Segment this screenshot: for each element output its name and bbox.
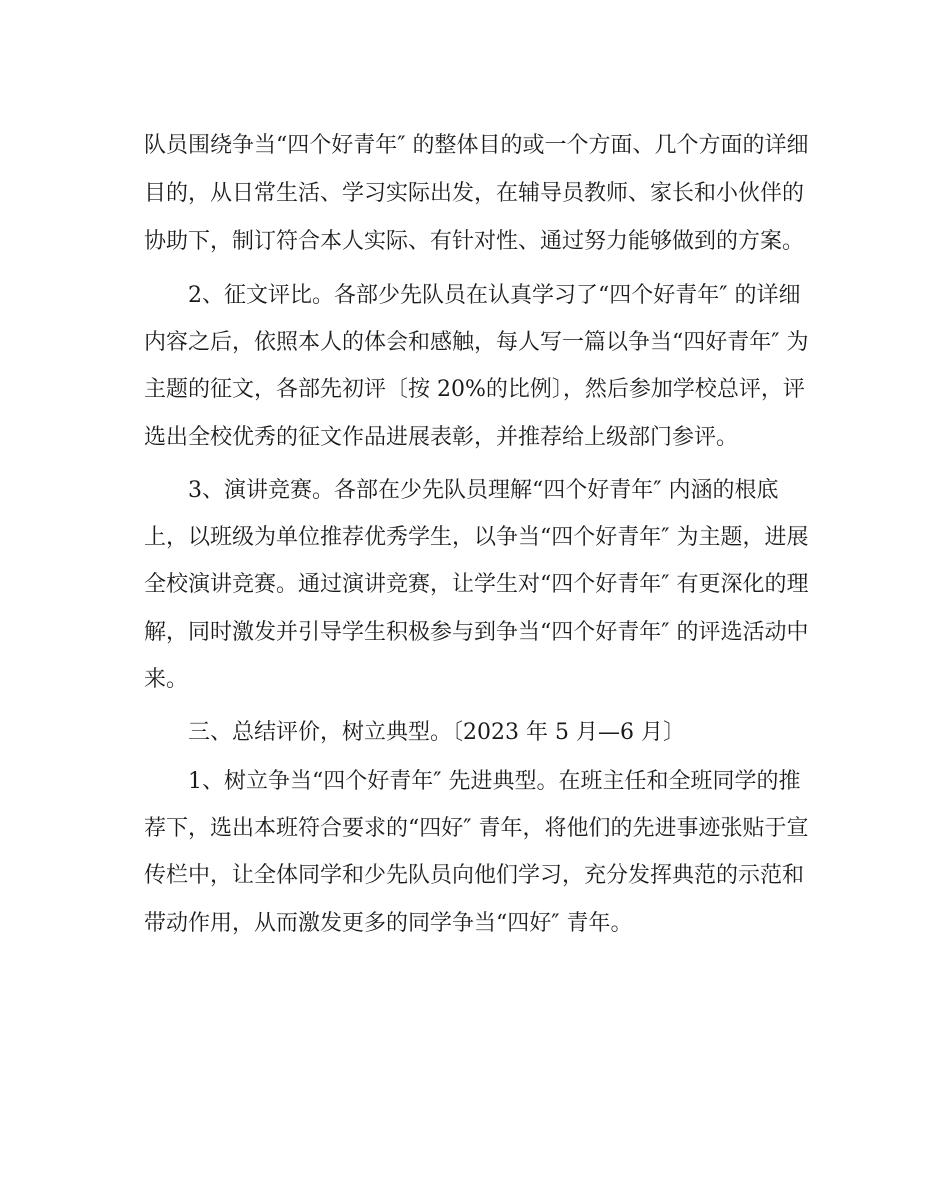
text-line: 全校演讲竞赛。通过演讲竞赛，让学生对“四个好青年″ 有更深化的理 (144, 572, 809, 597)
section-heading: 三、总结评价，树立典型。〔2023 年 5 月—6 月〕 (188, 720, 685, 745)
text-line: 上，以班级为单位推荐优秀学生，以争当“四个好青年″ 为主题，进展 (144, 525, 809, 550)
text-line: 协助下，制订符合本人实际、有针对性、通过努力能够做到的方案。 (144, 229, 805, 254)
text-line: 解，同时激发并引导学生积极参与到争当“四个好青年″ 的评选活动中 (144, 620, 809, 645)
text-line: 传栏中，让全体同学和少先队员向他们学习，充分发挥典范的示范和 (144, 863, 805, 888)
text-line: 选出全校优秀的征文作品进展表彰，并推荐给上级部门参评。 (144, 425, 739, 450)
paragraph-start-line: 3、演讲竞赛。各部在少先队员理解“四个好青年″ 内涵的根底 (188, 478, 779, 503)
paragraph-start-line: 2、征文评比。各部少先队员在认真学习了“四个好青年″ 的详细 (188, 283, 801, 308)
text-line: 带动作用，从而激发更多的同学争当“四好″ 青年。 (144, 911, 633, 936)
text-line: 来。 (144, 667, 189, 692)
text-line: 主题的征文，各部先初评〔按 20%的比例〕，然后参加学校总评，评 (144, 377, 805, 402)
text-line: 队员围绕争当“四个好青年″ 的整体目的或一个方面、几个方面的详细 (144, 133, 809, 158)
text-line: 内容之后，依照本人的体会和感触，每人写一篇以争当“四好青年″ 为 (144, 330, 809, 355)
text-line: 目的，从日常生活、学习实际出发，在辅导员教师、家长和小伙伴的 (144, 181, 805, 206)
paragraph-start-line: 1、树立争当“四个好青年″ 先进典型。在班主任和全班同学的推 (188, 769, 801, 794)
text-line: 荐下，选出本班符合要求的“四好″ 青年，将他们的先进事迹张贴于宣 (144, 816, 809, 841)
